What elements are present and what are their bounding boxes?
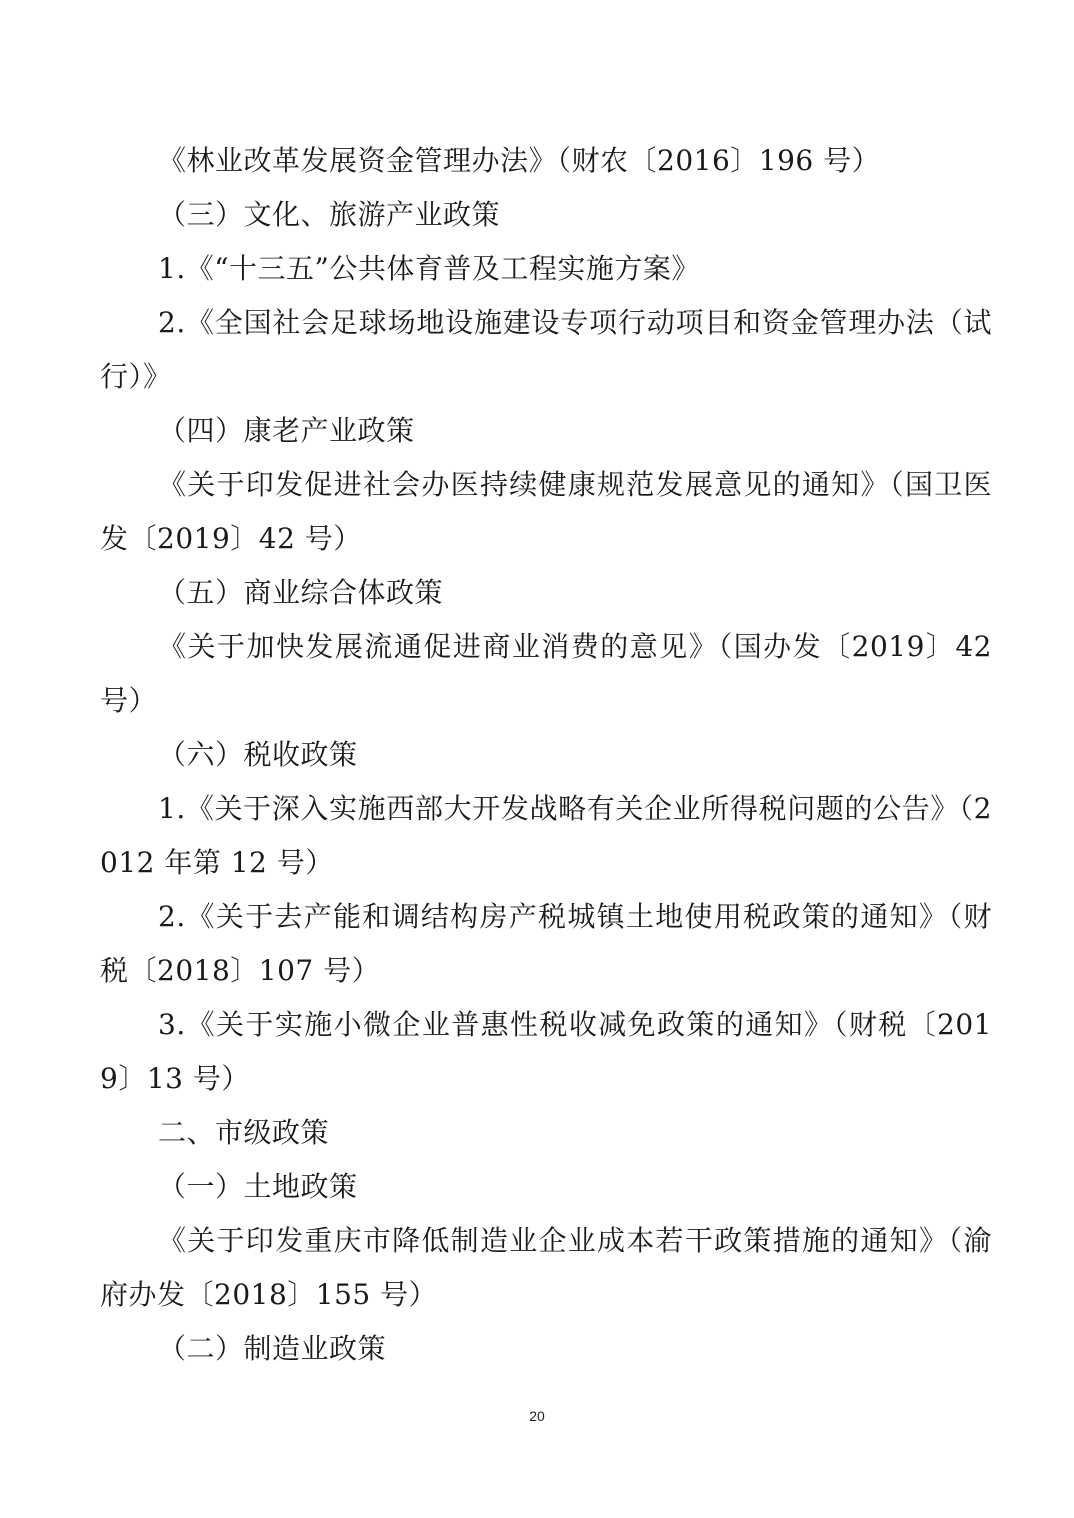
policy-item-property-tax: 2.《关于去产能和调结构房产税城镇土地使用税政策的通知》（财税〔2018〕107 号） — [100, 900, 992, 987]
policy-item-chongqing-manufacturing-cost: 《关于印发重庆市降低制造业企业成本若干政策措施的通知》（渝府办发〔2018〕155 号） — [100, 1224, 992, 1311]
policy-item-private-medical: 《关于印发促进社会办医持续健康规范发展意见的通知》（国卫医发〔2019〕42 号） — [100, 468, 992, 555]
policy-item-small-business-tax: 3.《关于实施小微企业普惠性税收减免政策的通知》（财税〔2019〕13 号） — [100, 1008, 992, 1095]
section-heading-commercial-complex: （五）商业综合体政策 — [158, 576, 444, 609]
policy-item-forestry-fund: 《林业改革发展资金管理办法》（财农〔2016〕196 号） — [158, 144, 881, 177]
policy-item-western-development-tax: 1.《关于深入实施西部大开发战略有关企业所得税问题的公告》（2012 年第 12 号） — [100, 792, 992, 879]
policy-item-commerce-consumption: 《关于加快发展流通促进商业消费的意见》（国办发〔2019〕42 号） — [100, 630, 992, 717]
section-heading-land: （一）土地政策 — [158, 1170, 358, 1203]
section-heading-elderly-care: （四）康老产业政策 — [158, 414, 415, 447]
document-body — [100, 134, 992, 1376]
section-heading-manufacturing: （二）制造业政策 — [158, 1332, 387, 1365]
section-heading-municipal-policy: 二、市级政策 — [158, 1116, 330, 1149]
policy-item-football-fields: 2.《全国社会足球场地设施建设专项行动项目和资金管理办法（试行）》 — [100, 306, 992, 393]
section-heading-tax: （六）税收政策 — [158, 738, 358, 771]
policy-item-sports-plan: 1.《“十三五”公共体育普及工程实施方案》 — [158, 252, 700, 285]
page-number: 20 — [529, 1408, 545, 1424]
section-heading-culture-tourism: （三）文化、旅游产业政策 — [158, 198, 501, 231]
